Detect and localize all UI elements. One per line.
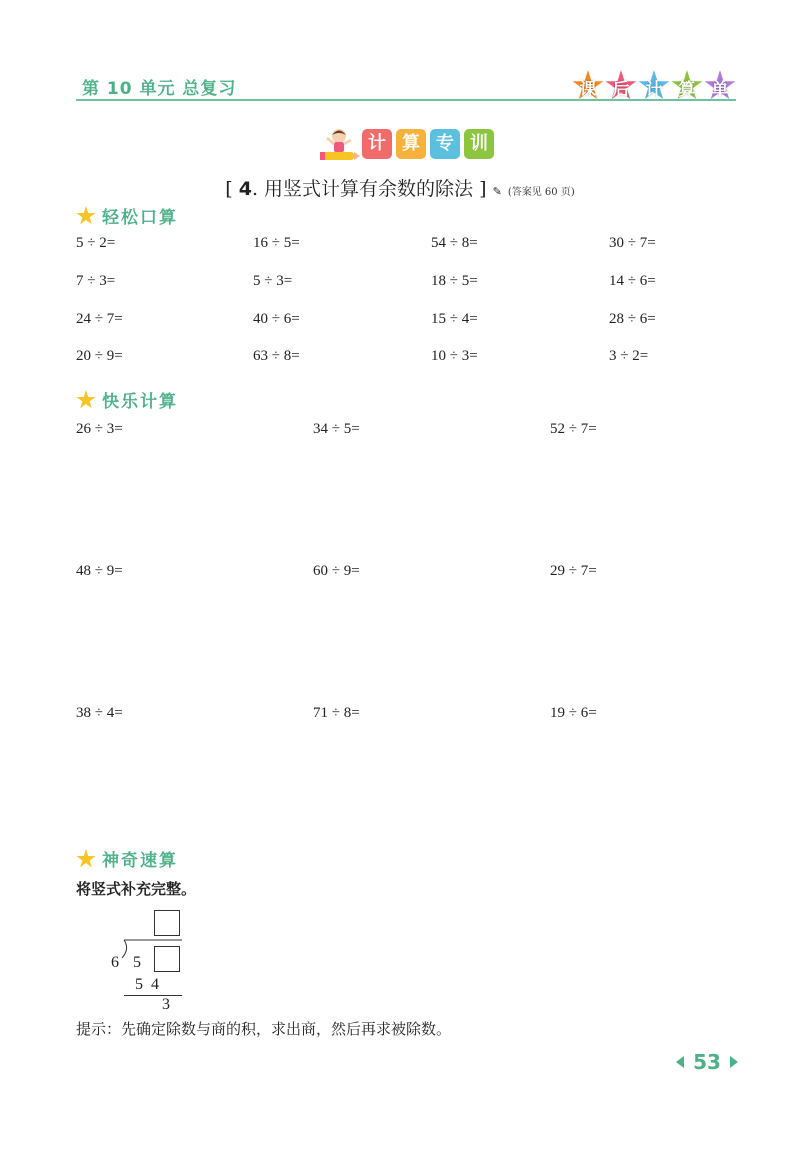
problem: 63 ÷ 8= [253, 348, 300, 364]
problem: 34 ÷ 5= [313, 421, 360, 437]
problem: 26 ÷ 3= [76, 421, 123, 437]
hint-text: 提示：先确定除数与商的积，求出商，然后再求被除数。 [76, 1020, 452, 1038]
problem: 38 ÷ 4= [76, 705, 123, 721]
problem: 3 ÷ 2= [609, 348, 649, 364]
instruction: 将竖式补充完整。 [76, 880, 197, 898]
brand-logo [572, 66, 742, 106]
problem: 24 ÷ 7= [76, 311, 123, 327]
problem: 14 ÷ 6= [609, 273, 656, 289]
kid-on-pencil-icon [318, 126, 360, 168]
topic-heading [0, 174, 800, 201]
banner-tile-1: 计 [362, 129, 392, 159]
remainder: 3 [162, 996, 170, 1013]
problem: 5 ÷ 2= [76, 235, 116, 251]
dividend-box[interactable] [154, 946, 180, 972]
problem: 19 ÷ 6= [550, 705, 597, 721]
problem: 15 ÷ 4= [431, 311, 478, 327]
problem: 20 ÷ 9= [76, 348, 123, 364]
section-title-text: 轻松口算 [102, 208, 178, 228]
brand-char-5: 单 [711, 80, 729, 100]
problem: 28 ÷ 6= [609, 311, 656, 327]
section-title-oral [76, 203, 178, 228]
banner-tile-4: 训 [464, 129, 494, 159]
problem: 5 ÷ 3= [253, 273, 293, 289]
problem: 40 ÷ 6= [253, 311, 300, 327]
problem: 71 ÷ 8= [313, 705, 360, 721]
subtraction-line [124, 995, 182, 996]
banner-tile-2: 算 [396, 129, 426, 159]
brand-char-3: 计 [645, 80, 663, 100]
section-title-quick [76, 846, 178, 871]
left-arrow-icon [676, 1056, 684, 1068]
topic-bracket-close: ] [479, 178, 487, 200]
star-icon [76, 849, 96, 869]
training-banner [318, 126, 498, 168]
unit-title: 第 10 单元 总复习 [82, 79, 237, 99]
banner-tile-3: 专 [430, 129, 460, 159]
section-title-text: 快乐计算 [102, 392, 178, 412]
section-title-text: 神奇速算 [102, 851, 178, 871]
problem: 30 ÷ 7= [609, 235, 656, 251]
problem: 52 ÷ 7= [550, 421, 597, 437]
brand-char-2: 后 [612, 80, 630, 100]
problem: 60 ÷ 9= [313, 563, 360, 579]
problem: 29 ÷ 7= [550, 563, 597, 579]
page-number [676, 1048, 738, 1076]
answer-reference: (答案见 60 页) [507, 187, 575, 198]
quotient-box[interactable] [154, 910, 180, 936]
problem: 16 ÷ 5= [253, 235, 300, 251]
product: 5 4 [135, 976, 159, 993]
page-number-text: 53 [693, 1050, 721, 1074]
star-icon [76, 206, 96, 226]
topic-bracket-open: [ [225, 178, 233, 200]
problem: 7 ÷ 3= [76, 273, 116, 289]
pencil-icon: ✎ [492, 185, 502, 198]
brand-char-1: 课 [579, 80, 597, 100]
problem: 18 ÷ 5= [431, 273, 478, 289]
topic-number: 4 [238, 178, 252, 200]
problem: 48 ÷ 9= [76, 563, 123, 579]
star-icon [76, 390, 96, 410]
divisor: 6 [111, 954, 119, 971]
right-arrow-icon [730, 1056, 738, 1068]
section-title-happy [76, 387, 178, 412]
topic-title: . 用竖式计算有余数的除法 [251, 178, 474, 200]
problem: 10 ÷ 3= [431, 348, 478, 364]
brand-char-4: 算 [678, 80, 696, 100]
dividend-digit: 5 [133, 954, 141, 971]
problem: 54 ÷ 8= [431, 235, 478, 251]
